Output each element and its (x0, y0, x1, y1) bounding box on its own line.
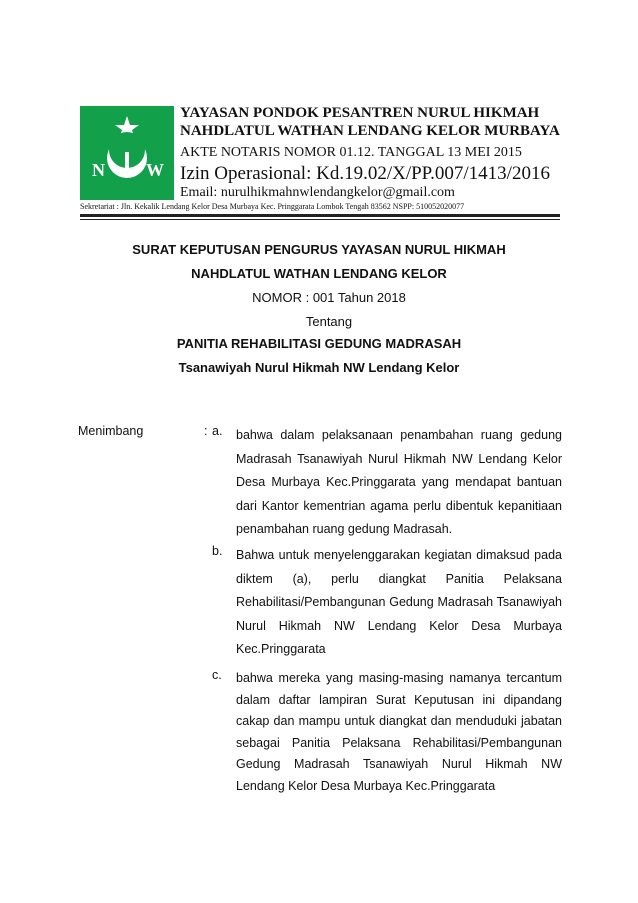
email-address: Email: nurulhikmahnwlendangkelor@gmail.com (180, 185, 455, 200)
item-letter: a. (212, 424, 223, 438)
organization-name: YAYASAN PONDOK PESANTREN NURUL HIKMAH (180, 105, 540, 121)
item-text: bahwa dalam pelaksanaan penambahan ruang gedung Madrasah Tsanawiyah Nurul Hikmah NW Lendang Kelor Desa Murbaya Kec.Pringgarata yang mendapat bantuan dari Kantor kementrian agama perlu dibentuk kepanitiaan penambahan ruang gedung Madrasah. (236, 428, 562, 536)
logo-letter-w: W (146, 160, 164, 180)
letterhead-divider-thick (80, 214, 560, 217)
decree-title-line2: NAHDLATUL WATHAN LENDANG KELOR (191, 266, 447, 281)
crescent-star-logo-icon (80, 106, 174, 200)
operational-permit: Izin Operasional: Kd.19.02/X/PP.007/1413/2016 (180, 163, 550, 184)
letterhead (80, 100, 560, 216)
item-text: Bahwa untuk menyelenggarakan kegiatan dimaksud pada diktem (a), perlu diangkat Panitia Pelaksana Rehabilitasi/Pembangunan Gedung Madrasah Tsanawiyah Nurul Hikmah NW Lendang Kelor Desa Murbaya Kec.Pringgarata (236, 548, 562, 656)
letterhead-divider-thin (80, 219, 560, 220)
logo-letter-n: N (92, 160, 105, 180)
decree-subject-line1: PANITIA REHABILITASI GEDUNG MADRASAH (176, 336, 462, 351)
organization-subname: NAHDLATUL WATHAN LENDANG KELOR MURBAYA (180, 123, 560, 139)
decree-subject-line2: Tsanawiyah Nurul Hikmah NW Lendang Kelor (178, 360, 460, 375)
notary-deed: AKTE NOTARIS NOMOR 01.12. TANGGAL 13 MEI 2015 (180, 145, 522, 160)
considering-label: Menimbang (78, 424, 144, 438)
decree-number: NOMOR : 001 Tahun 2018 (252, 290, 406, 305)
item-letter: c. (212, 668, 222, 682)
secretariat-address: Sekretariat : Jln. Kekalik Lendang Kelor Desa Murbaya Kec. Pringgarata Lombok Tengah 83562 NSPP: 510052020077 (80, 202, 465, 211)
decree-about: Tentang (305, 314, 353, 329)
considering-colon: : (204, 424, 208, 438)
item-text: bahwa mereka yang masing-masing namanya tercantum dalam daftar lampiran Surat Keputusan ini dipandang cakap dan mampu untuk diangkat dan menduduki jabatan sebagai Panitia Pelaksana Rehabilitasi/Pembangunan Gedung Madrasah Tsanawiyah Nurul Hikmah NW Lendang Kelor Desa Murbaya Kec.Pringgarata (236, 671, 562, 793)
organization-logo (80, 106, 174, 200)
decree-title-line1: SURAT KEPUTUSAN PENGURUS YAYASAN NURUL HIKMAH (132, 242, 506, 257)
item-letter: b. (212, 544, 223, 558)
